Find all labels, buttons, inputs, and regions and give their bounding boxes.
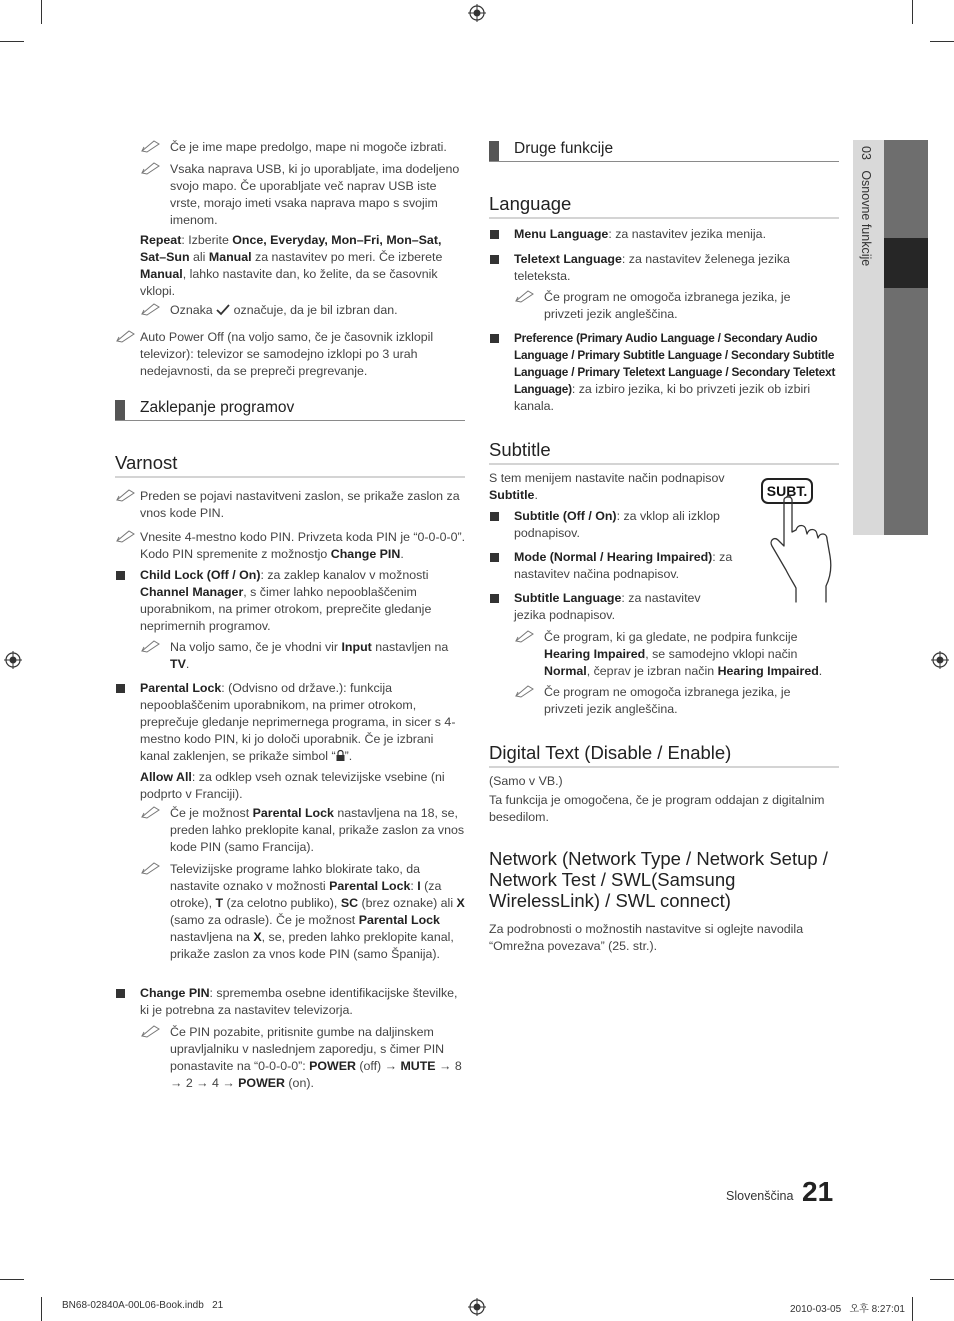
bullet-square — [490, 594, 499, 603]
subtitle-intro: S tem menijem nastavite način podnapisov Subtitle. — [489, 471, 725, 502]
chapter-tab — [853, 140, 884, 535]
digital-text-region: (Samo v VB.) — [489, 774, 563, 788]
note-pencil-icon — [140, 139, 162, 153]
item-menu-language: Menu Language: za nastavitev jezika menija. — [514, 227, 767, 241]
item-child-lock: Child Lock (Off / On): za zaklep kanalov v možnosti Channel Manager, s čimer lahko nepooblaščenim uporabnikom, na primer otrokom, preprečite gledanje neprimernih programov. — [140, 568, 432, 633]
bullet-square — [116, 684, 125, 693]
note-auto-power-off: Auto Power Off (na voljo samo, če je časovnik izklopil televizor): televizor se samodejno izklopi po 3 urah nedejavnosti, da se prepreči pregrevanje. — [115, 329, 470, 380]
bullet-square — [490, 334, 499, 343]
footer-file: BN68-02840A-00L06-Book.indb 21 — [62, 1300, 224, 1311]
bullet-square — [116, 571, 125, 580]
crop-mark — [930, 1279, 954, 1280]
note-subtitle-default: Če program ne omogoča izbranega jezika, je privzeti jezik angleščina. — [514, 684, 839, 718]
item-preference: Preference (Primary Audio Language / Secondary Audio Language / Primary Subtitle Language / Secondary Subtitle Language / Primary Teletext Language / Secondary Teletext Language): za izbiro jezika, ki bo privzeti jezik ob izbiri kanala. — [514, 331, 836, 413]
bullet-square — [490, 230, 499, 239]
item-change-pin: Change PIN: sprememba osebne identifikacijske številke, ki je potrebna za nastavitev televizorja. — [140, 986, 458, 1017]
item-allow-all: Allow All: za odklep vseh oznak televizijske vsebine (ni podprto v Franciji). — [140, 770, 445, 801]
subheading-other-functions: Druge funkcije — [489, 139, 839, 162]
bullet-square — [490, 512, 499, 521]
footer-stamp: 2010-03-05 오후 8:27:01 — [790, 1304, 905, 1315]
note-pin-screen: Preden se pojavi nastavitveni zaslon, se prikaže zaslon za vnos kode PIN. — [115, 488, 470, 522]
note-usb-folder: Vsaka naprava USB, ki jo uporabljate, ima dodeljeno svojo mapo. Če uporabljate več naprav USB iste vrste, morajo imeti vsaka naprava mapo s svojim imenom. — [140, 161, 470, 229]
note-pencil-icon — [514, 629, 536, 643]
item-teletext-language: Teletext Language: za nastavitev želenega jezika teleteksta. — [514, 252, 790, 283]
note-pencil-icon — [140, 861, 162, 875]
item-subtitle-onoff: Subtitle (Off / On): za vklop ali izklop podnapisov. — [514, 509, 720, 540]
checkmark-icon — [216, 304, 230, 316]
note-pencil-icon — [140, 1024, 162, 1038]
registration-mark-icon — [931, 651, 949, 669]
item-parental-lock: Parental Lock: (Odvisno od države.): funkcija nepooblaščenim uporabnikom, na primer otrokom, preprečuje gledanje neprimernega programa, in sicer s 4-mestno kodo PIN, ki jo določi uporabnik. Če je izbrani kanal zaklenjen, se prikaže simbol “ ”. — [140, 681, 456, 763]
chapter-tab-active — [884, 238, 928, 288]
note-parental-18: Če je možnost Parental Lock nastavljena na 18, se, preden lahko preklopite kanal, prikaže zaslon za vnos kode PIN (samo Francija). — [140, 805, 470, 856]
crop-mark — [930, 41, 954, 42]
registration-mark-icon — [468, 1298, 486, 1316]
note-pencil-icon — [140, 161, 162, 175]
note-hearing-impaired: Če program, ki ga gledate, ne podpira funkcije Hearing Impaired, se samodejno vklopi način Normal, čeprav je izbran način Hearing Impaired. — [514, 629, 844, 680]
note-pencil-icon — [115, 529, 137, 543]
bullet-square — [490, 553, 499, 562]
registration-mark-icon — [4, 651, 22, 669]
heading-subtitle: Subtitle — [489, 439, 839, 465]
digital-text-description: Ta funkcija je omogočena, če je program oddajan z digitalnim besedilom. — [489, 793, 825, 824]
note-pencil-icon — [514, 289, 536, 303]
crop-mark — [41, 0, 42, 24]
network-description: Za podrobnosti o možnostih nastavitve si oglejte navodila “Omrežna povezava” (25. str.). — [489, 922, 804, 953]
heading-language: Language — [489, 193, 839, 219]
bullet-square — [490, 255, 499, 264]
crop-mark — [0, 41, 24, 42]
note-folder-name: Če je ime mape predolgo, mape ni mogoče izbrati. — [140, 139, 470, 156]
crop-mark — [0, 1279, 24, 1280]
crop-mark — [912, 1297, 913, 1321]
item-subtitle-language: Subtitle Language: za nastavitev jezika podnapisov. — [514, 591, 701, 622]
note-teletext-default: Če program ne omogoča izbranega jezika, je privzeti jezik angleščina. — [514, 289, 839, 323]
note-pencil-icon — [140, 805, 162, 819]
note-pencil-icon — [140, 302, 162, 316]
note-pencil-icon — [115, 488, 137, 502]
lock-icon — [336, 750, 345, 761]
note-pencil-icon — [115, 329, 137, 343]
heading-varnost: Varnost — [115, 452, 465, 478]
subt-button: SUBT. — [761, 478, 813, 504]
note-pencil-icon — [140, 639, 162, 653]
bullet-square — [116, 989, 125, 998]
repeat-paragraph: Repeat: Izberite Once, Everyday, Mon–Fri, Mon–Sat, Sat–Sun ali Manual za nastavitev po meri. Če izberete Manual, lahko nastavite dan, ko želite, da se časovnik vklopi. — [140, 233, 443, 298]
note-default-pin: Vnesite 4-mestno kodo PIN. Privzeta koda PIN je “0-0-0-0”. Kodo PIN spremenite z možnostjo Change PIN. — [115, 529, 470, 563]
note-input-tv: Na voljo samo, če je vhodni vir Input nastavljen na TV. — [140, 639, 470, 673]
footer-language: Slovenščina — [726, 1189, 794, 1203]
note-checkmark: Oznaka označuje, da je bil izbran dan. — [140, 302, 470, 319]
heading-digital-text: Digital Text (Disable / Enable) — [489, 742, 839, 768]
note-forgot-pin: Če PIN pozabite, pritisnite gumbe na daljinskem upravljalniku v naslednjem zaporedju, s čimer PIN ponastavite na “0-0-0-0”: POWER (off) → MUTE → 8 → 2 → 4 → POWER (on). — [140, 1024, 470, 1092]
crop-mark — [41, 1297, 42, 1321]
chapter-tab-strip — [884, 140, 928, 535]
subheading-program-lock: Zaklepanje programov — [115, 398, 465, 421]
registration-mark-icon — [468, 4, 486, 22]
crop-mark — [912, 0, 913, 24]
item-subtitle-mode: Mode (Normal / Hearing Impaired): za nastavitev načina podnapisov. — [514, 550, 733, 581]
pointing-hand-icon — [770, 494, 840, 604]
page-number: 21 — [802, 1176, 834, 1207]
chapter-tab-label: 03 Osnovne funkcije — [859, 146, 873, 267]
note-pencil-icon — [514, 684, 536, 698]
heading-network: Network (Network Type / Network Setup / Network Test / SWL(Samsung WirelessLink) / SWL connect) — [489, 848, 828, 911]
note-parental-ratings: Televizijske programe lahko blokirate tako, da nastavite oznako v možnosti Parental Lock: I (za otroke), T (za celotno publiko), SC (brez oznake) ali X (samo za odrasle). Če je možnost Parental Lock nastavljena na X, se, preden lahko preklopite kanal, prikaže zaslon za vnos kode PIN (samo Španija). — [140, 861, 470, 963]
